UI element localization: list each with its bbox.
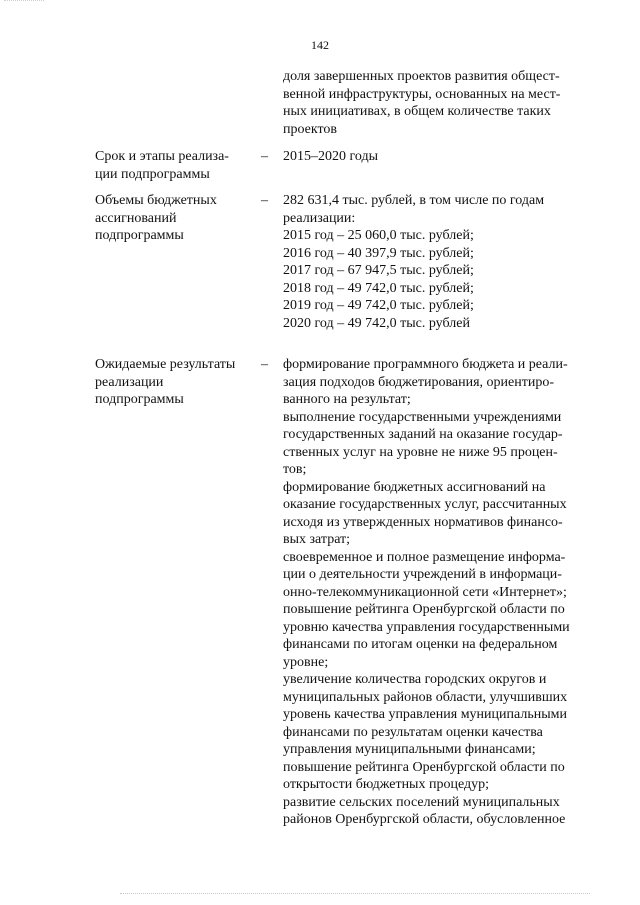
result-item: своевременное и полное размещение информа- ции о деятельности учреждений в информаци- онно-телекоммуникационной сети «Интернет»; (283, 549, 567, 600)
budget-year-line: 2015 год – 25 060,0 тыс. рублей; (283, 228, 474, 243)
budget-year-line: 2016 год – 40 397,9 тыс. рублей; (283, 245, 474, 261)
scan-artifact-top-left (4, 0, 44, 4)
budget-intro: 282 631,4 тыс. рублей, в том числе по годам реализации: (283, 193, 545, 226)
term-value: 2015–2020 годы (283, 149, 379, 164)
row-label-budget: Объемы бюджетных ассигнований подпрограммы (95, 193, 217, 243)
scan-artifact-bottom (120, 893, 590, 896)
budget-year-line: 2020 год – 49 742,0 тыс. рублей (283, 315, 470, 331)
row-content-budget (283, 192, 584, 332)
result-item: формирование программного бюджета и реали- зация подходов бюджетирования, ориентиро- ванного на результат; (283, 357, 568, 407)
result-item: увеличение количества городских округов и муниципальных районов области, улучшивших уровень качества управления муниципальными финансами по результатам оценки качества управления муниципальными финансами; (283, 672, 568, 757)
row-dash-budget: – (261, 193, 268, 208)
continuation-content (283, 68, 584, 138)
budget-year-line: 2018 год – 49 742,0 тыс. рублей; (283, 280, 474, 296)
result-item: развитие сельских поселений муниципальных районов Оренбургской области, обусловленное (283, 794, 566, 827)
row-content-results (283, 356, 584, 829)
result-item: повышение рейтинга Оренбургской области по уровню качества управления государственными финансами по итогам оценки на федеральном уровне; (283, 602, 570, 670)
result-item: формирование бюджетных ассигнований на оказание государственных услуг, рассчитанных исходя из утвержденных нормативов финансо- вых затрат; (283, 479, 567, 547)
row-label-results: Ожидаемые результаты реализации подпрограммы (95, 357, 236, 407)
row-dash-term: – (261, 149, 268, 164)
result-item: повышение рейтинга Оренбургской области по открытости бюджетных процедур; (283, 759, 565, 792)
row-content-term (283, 148, 584, 166)
row-label-term: Срок и этапы реализа- ции подпрограммы (95, 149, 229, 182)
budget-year-line: 2019 год – 49 742,0 тыс. рублей; (283, 298, 474, 313)
budget-year-line: 2017 год – 67 947,5 тыс. рублей; (283, 263, 474, 278)
row-dash-results: – (261, 357, 268, 372)
result-item: выполнение государственными учреждениями государственных заданий на оказание государ- ственных услуг на уровне не ниже 95 процен- тов; (283, 409, 563, 477)
page-number: 142 (311, 38, 329, 52)
continuation-paragraph: доля завершенных проектов развития общест- венной инфраструктуры, основанных на мест- ных инициативах, в общем количестве таких проектов (283, 69, 561, 137)
